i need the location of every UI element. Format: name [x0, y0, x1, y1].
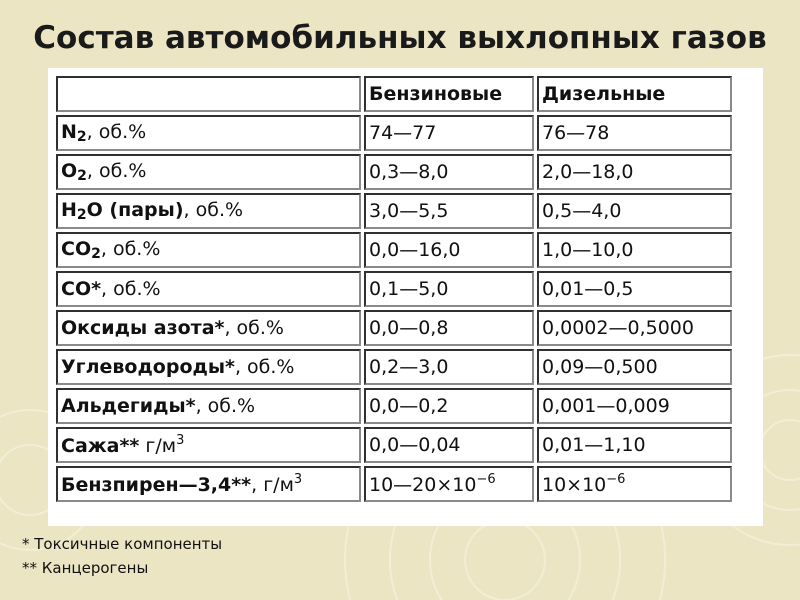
diesel-value-cell: [537, 193, 732, 229]
petrol-value-cell: [364, 115, 534, 151]
petrol-value: 0,0—16,0: [369, 239, 461, 261]
petrol-value-cell: [364, 388, 534, 424]
table-row: [56, 349, 732, 385]
diesel-value-cell: [537, 388, 732, 424]
footnote-carcinogens: ** Канцерогены: [22, 559, 149, 577]
diesel-value: 76—78: [542, 122, 610, 144]
table-row: [56, 427, 732, 463]
diesel-value-cell: [537, 466, 732, 502]
component-name: Углеводороды*: [61, 356, 235, 378]
petrol-value-cell: [364, 193, 534, 229]
unit-superscript: 3: [176, 433, 185, 448]
component-unit: , об.%: [234, 356, 295, 378]
component-name: Альдегиды*: [61, 395, 196, 417]
diesel-value: 1,0—10,0: [542, 239, 634, 261]
component-unit: г/м: [139, 435, 177, 457]
table-row: [56, 154, 732, 190]
component-name-cell: [56, 310, 361, 346]
composition-table-container: [48, 68, 763, 526]
table-row: [56, 115, 732, 151]
diesel-value: 0,0002—0,5000: [542, 317, 694, 339]
petrol-value: 0,2—3,0: [369, 356, 449, 378]
header-empty-cell: [56, 76, 361, 112]
table-row: [56, 388, 732, 424]
petrol-value-cell: [364, 466, 534, 502]
component-name: O: [61, 160, 78, 182]
header-diesel: Дизельные: [537, 76, 732, 112]
component-name-suffix: O (пары): [86, 199, 184, 221]
component-subscript: 2: [91, 246, 101, 262]
component-name-cell: [56, 388, 361, 424]
petrol-value-cell: [364, 232, 534, 268]
diesel-value: 0,001—0,009: [542, 395, 670, 417]
component-name-cell: [56, 154, 361, 190]
table-row: [56, 466, 732, 502]
component-unit: , об.%: [195, 395, 256, 417]
component-name-cell: [56, 115, 361, 151]
component-unit: , об.%: [224, 317, 284, 339]
component-unit: , об.%: [183, 199, 244, 221]
component-subscript: 2: [77, 168, 87, 184]
component-unit: , об.%: [86, 160, 147, 182]
petrol-value: 0,3—8,0: [369, 161, 449, 183]
page-title: Состав автомобильных выхлопных газов: [33, 20, 767, 56]
component-name: Оксиды азота*: [61, 317, 225, 339]
petrol-value-cell: [364, 271, 534, 307]
header-row: [56, 76, 732, 112]
petrol-value-cell: [364, 427, 534, 463]
petrol-value: 0,0—0,2: [369, 395, 449, 417]
table-row: [56, 232, 732, 268]
petrol-value-cell: [364, 310, 534, 346]
component-name-cell: [56, 349, 361, 385]
diesel-value: 0,5—4,0: [542, 200, 622, 222]
diesel-value: 0,09—0,500: [542, 356, 658, 378]
component-name: CO*: [61, 278, 102, 300]
diesel-value-cell: [537, 115, 732, 151]
header-petrol: Бензиновые: [364, 76, 534, 112]
petrol-value-cell: [364, 154, 534, 190]
diesel-value-cell: [537, 427, 732, 463]
component-name-cell: [56, 427, 361, 463]
diesel-value-cell: [537, 154, 732, 190]
unit-superscript: 3: [293, 472, 303, 487]
diesel-value: 0,01—1,10: [542, 434, 646, 456]
diesel-value: 0,01—0,5: [542, 278, 634, 300]
diesel-value: 2,0—18,0: [542, 161, 634, 183]
component-name-cell: [56, 232, 361, 268]
table-row: [56, 310, 732, 346]
petrol-value: 0,0—0,04: [369, 434, 461, 456]
component-unit: , г/м: [251, 474, 294, 496]
component-name: Бензпирен—3,4**: [61, 474, 252, 496]
diesel-exponent: −6: [606, 472, 626, 487]
petrol-exponent: −6: [476, 472, 496, 487]
component-name: CO: [61, 238, 92, 260]
component-name-cell: [56, 271, 361, 307]
petrol-value-cell: [364, 349, 534, 385]
component-subscript: 2: [76, 207, 87, 223]
component-unit: , об.%: [100, 238, 161, 260]
petrol-value: 10—20×10: [369, 474, 477, 496]
component-unit: , об.%: [86, 121, 147, 143]
diesel-value-cell: [537, 349, 732, 385]
component-unit: , об.%: [101, 278, 161, 300]
component-name: N: [61, 121, 77, 143]
component-name: Сажа**: [61, 435, 140, 457]
petrol-value: 0,0—0,8: [369, 317, 449, 339]
footnote-toxic: * Токсичные компоненты: [22, 535, 223, 553]
component-subscript: 2: [76, 129, 87, 145]
petrol-value: 0,1—5,0: [369, 278, 449, 300]
diesel-value-cell: [537, 232, 732, 268]
component-name: H: [61, 199, 77, 221]
table-row: [56, 193, 732, 229]
petrol-value: 74—77: [369, 122, 437, 144]
petrol-value: 3,0—5,5: [369, 200, 449, 222]
diesel-value-cell: [537, 271, 732, 307]
diesel-value: 10×10: [542, 474, 607, 496]
table-row: [56, 271, 732, 307]
diesel-value-cell: [537, 310, 732, 346]
component-name-cell: [56, 193, 361, 229]
composition-table: [53, 73, 735, 505]
component-name-cell: [56, 466, 361, 502]
